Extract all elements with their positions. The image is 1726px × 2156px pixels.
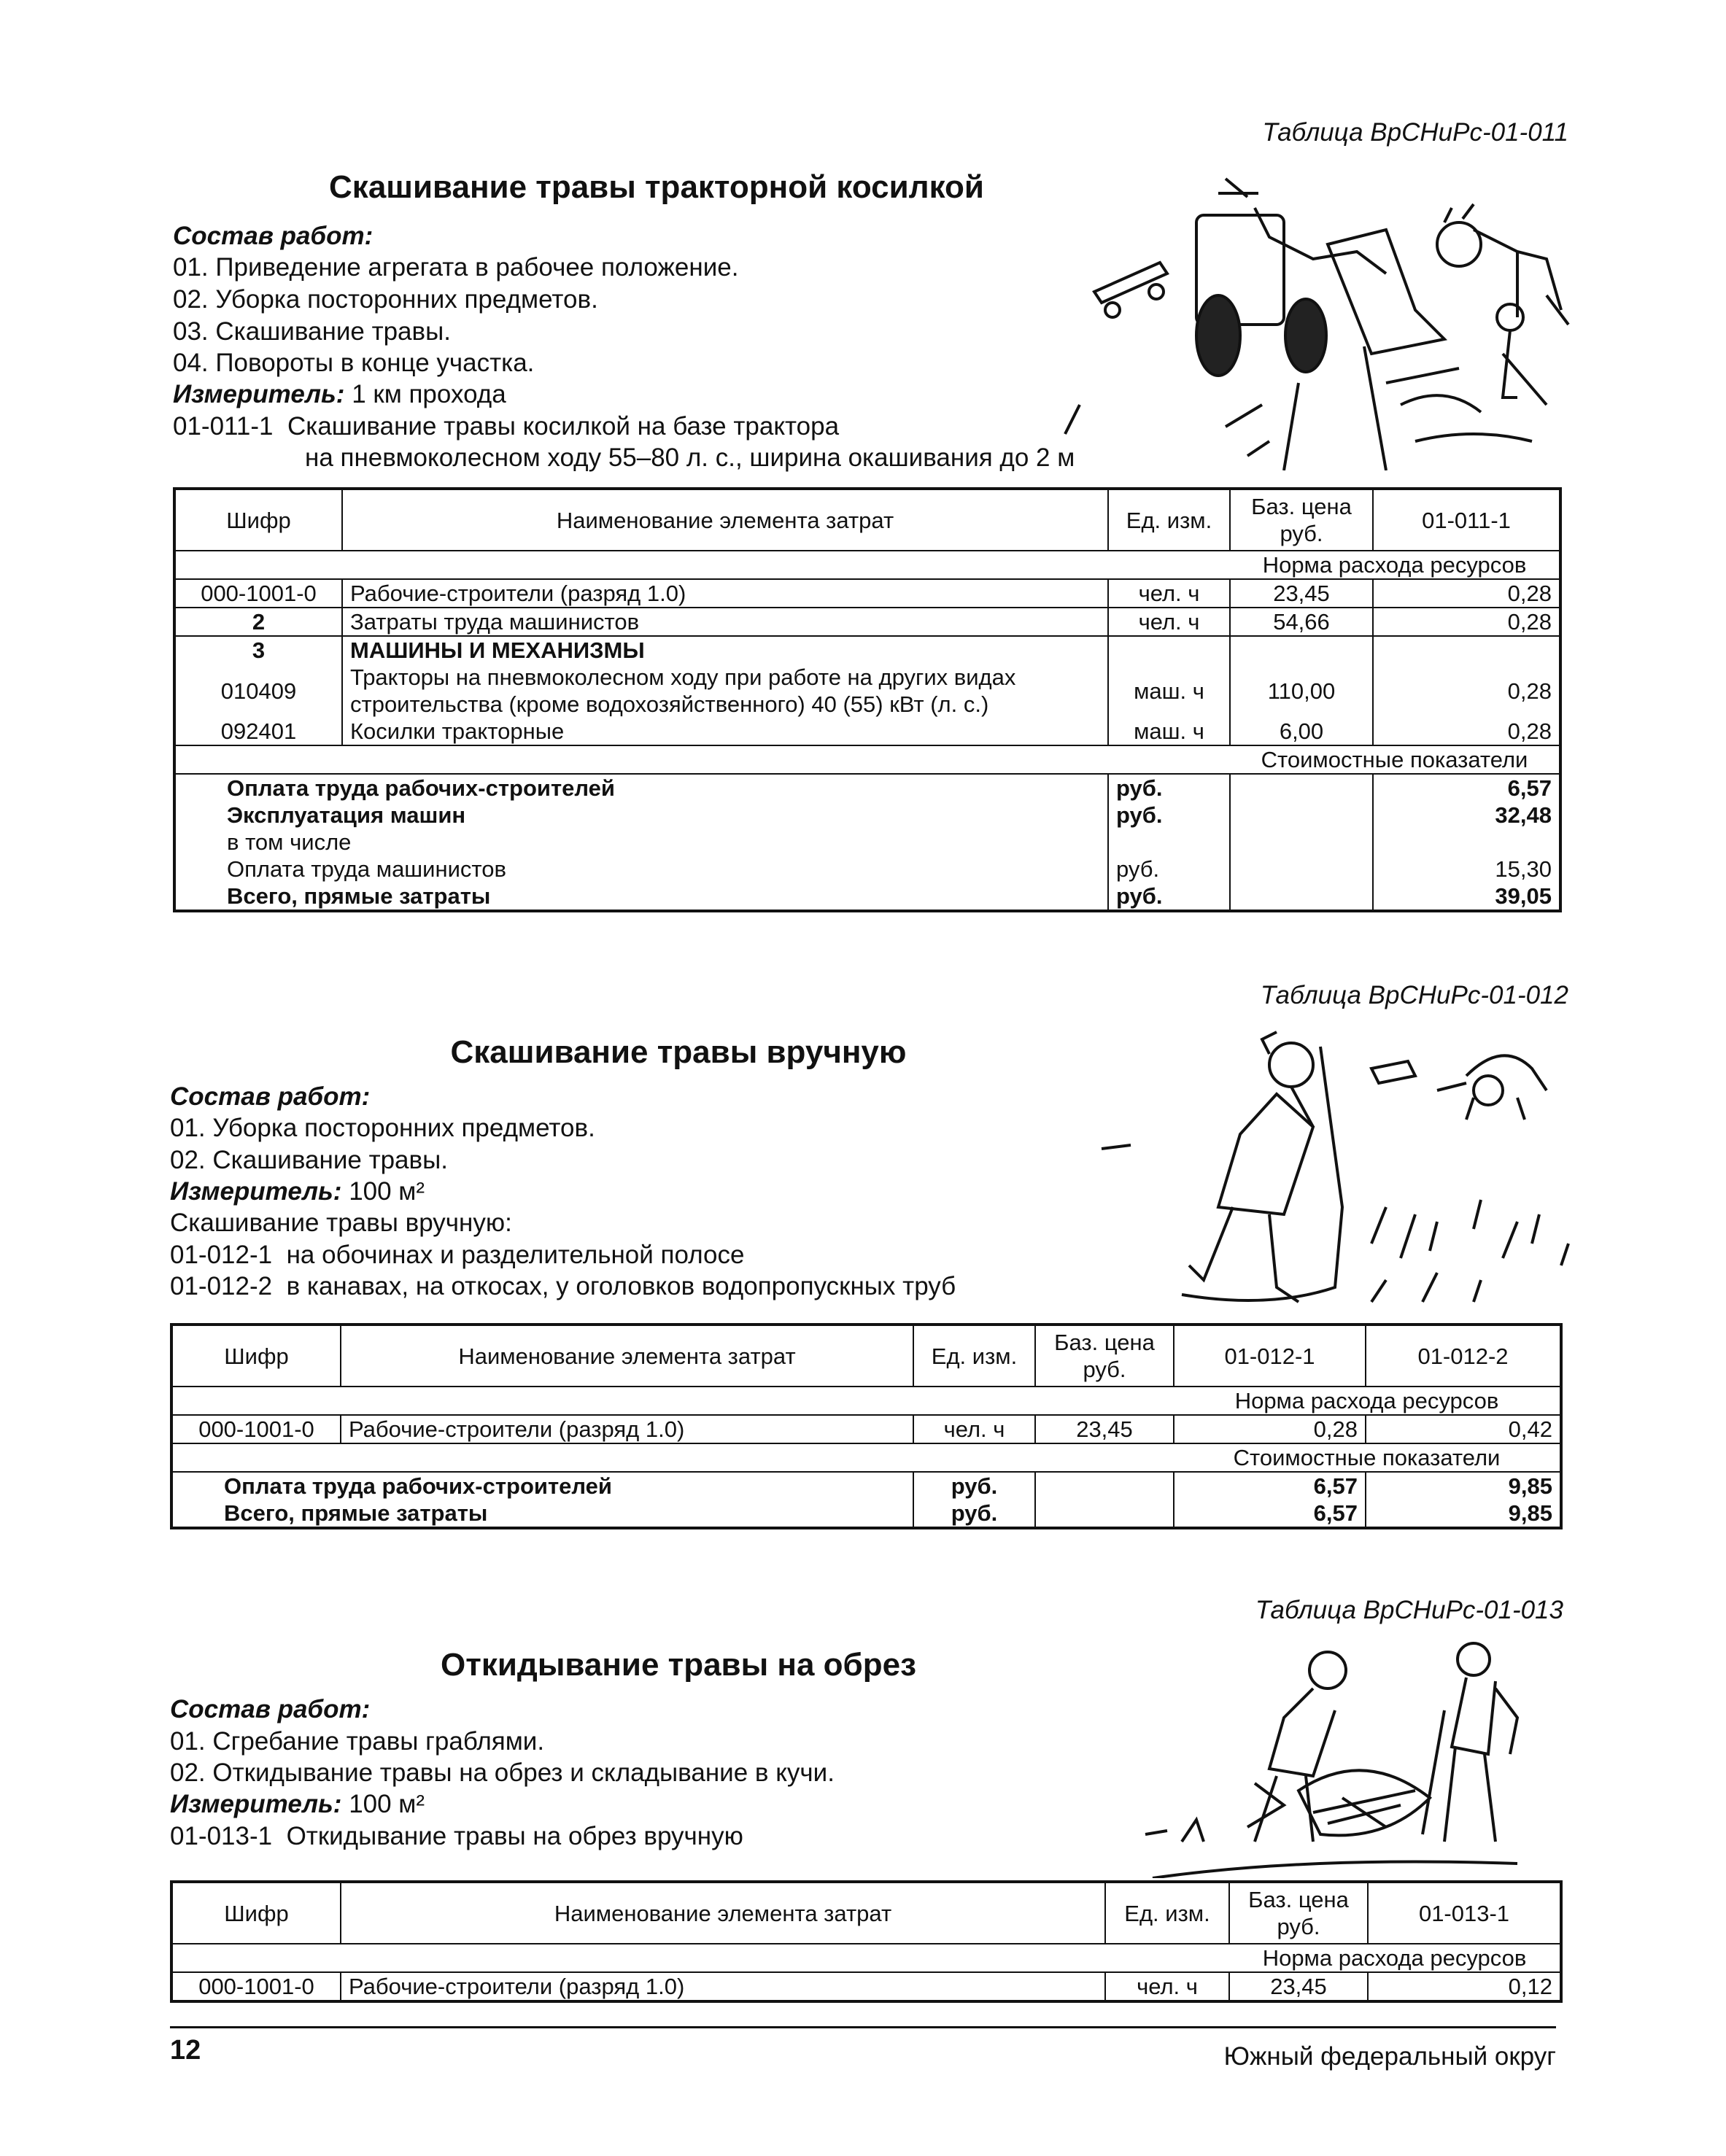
step: 02. Уборка посторонних предметов. xyxy=(173,285,598,314)
code-line xyxy=(173,411,839,443)
code-line xyxy=(170,1239,744,1271)
cost-value: 32,48 xyxy=(1373,802,1560,829)
row-unit: чел. ч xyxy=(1108,579,1230,608)
header-unit: Ед. изм. xyxy=(1108,489,1230,551)
cost-value: 6,57 xyxy=(1174,1472,1366,1500)
row-name: Тракторы на пневмоколесном ходу при работе на других видах xyxy=(350,664,1016,690)
cost-row xyxy=(174,774,1560,802)
cost-row xyxy=(174,829,1560,856)
row-value: 0,28 xyxy=(1373,579,1560,608)
row-name: Рабочие-строители (разряд 1.0) xyxy=(342,579,1108,608)
row-name-cont: строительства (кроме водохозяйственного) 40 (55) кВт (л. с.) xyxy=(350,691,989,717)
cost-table xyxy=(170,1880,1563,2003)
cost-unit: руб. xyxy=(913,1500,1035,1528)
row-code: 000-1001-0 xyxy=(174,579,342,608)
intro-text: Скашивание травы вручную: xyxy=(170,1209,512,1237)
row-unit: маш. ч xyxy=(1108,718,1230,745)
meter-label: Измеритель: xyxy=(170,1177,342,1206)
row-name: Рабочие-строители (разряд 1.0) xyxy=(341,1415,913,1443)
region-label: Южный федеральный округ xyxy=(1223,2042,1556,2071)
cost-unit: руб. xyxy=(913,1472,1035,1500)
cost-row xyxy=(171,1500,1561,1528)
cost-name: Оплата труда машинистов xyxy=(174,856,1108,883)
row-value: 0,12 xyxy=(1368,1972,1561,2001)
section-title: Скашивание травы вручную xyxy=(450,1034,907,1070)
cost-name: в том числе xyxy=(174,829,1108,856)
toy-car-icon xyxy=(1094,263,1167,303)
meter xyxy=(170,1176,425,1208)
row-value: 0,28 xyxy=(1373,608,1560,636)
table-row xyxy=(174,608,1560,636)
meter-value: 100 м² xyxy=(349,1790,425,1818)
table-label: Таблица ВрСНиРс-01-012 xyxy=(1260,981,1568,1009)
row-price: 54,66 xyxy=(1230,608,1373,636)
header-name: Наименование элемента затрат xyxy=(341,1325,913,1387)
header-code: Шифр xyxy=(174,489,342,551)
header-value: 01-012-1 xyxy=(1174,1325,1366,1387)
row-price: 23,45 xyxy=(1229,1972,1368,2001)
header-code: Шифр xyxy=(171,1325,341,1387)
cost-table xyxy=(170,1323,1563,1529)
header-name: Наименование элемента затрат xyxy=(342,489,1108,551)
row-unit: чел. ч xyxy=(913,1415,1035,1443)
cost-table xyxy=(173,487,1562,912)
cost-row xyxy=(174,883,1560,911)
composition-label: Состав работ: xyxy=(173,222,374,250)
table-label: Таблица ВрСНиРс-01-013 xyxy=(1255,1596,1563,1624)
cost-name: Всего, прямые затраты xyxy=(174,883,1108,911)
norm-label: Норма расхода ресурсов xyxy=(1174,1387,1561,1415)
cost-value: 9,85 xyxy=(1366,1472,1561,1500)
row-value: 0,28 xyxy=(1373,718,1560,745)
row-price: 23,45 xyxy=(1035,1415,1174,1443)
row-price: 110,00 xyxy=(1230,664,1373,718)
cost-unit: руб. xyxy=(1108,856,1230,883)
code-line xyxy=(170,1271,956,1303)
cost-name: Всего, прямые затраты xyxy=(171,1500,913,1528)
table-row xyxy=(174,636,1560,664)
meter xyxy=(170,1788,425,1820)
row-price: 23,45 xyxy=(1230,579,1373,608)
meter xyxy=(173,379,506,411)
code: 01-011-1 xyxy=(173,412,274,441)
row-name: МАШИНЫ И МЕХАНИЗМЫ xyxy=(342,636,1108,664)
row-code: 092401 xyxy=(174,718,342,745)
code-text: Откидывание травы на обрез вручную xyxy=(286,1822,743,1850)
norm-label: Норма расхода ресурсов xyxy=(1230,551,1560,579)
cost-value: 15,30 xyxy=(1373,856,1560,883)
header-name: Наименование элемента затрат xyxy=(341,1882,1105,1944)
tractor-mower-illustration xyxy=(1007,164,1576,470)
code-text: в канавах, на откосах, у оголовков водопропускных труб xyxy=(286,1272,956,1300)
raking-workers-illustration xyxy=(1123,1637,1576,1878)
code: 01-012-2 xyxy=(170,1272,273,1300)
scythe-man-illustration xyxy=(1094,1025,1576,1317)
code: 01-012-1 xyxy=(170,1241,273,1269)
header-code: Шифр xyxy=(171,1882,341,1944)
cost-label: Стоимостные показатели xyxy=(1174,1443,1561,1472)
row-value: 0,28 xyxy=(1174,1415,1366,1443)
composition-label: Состав работ: xyxy=(170,1082,371,1111)
cost-row xyxy=(174,856,1560,883)
row-price: 6,00 xyxy=(1230,718,1373,745)
header-value: 01-011-1 xyxy=(1373,489,1560,551)
row-code: 3 xyxy=(174,636,342,664)
header-price: Баз. цена руб. xyxy=(1035,1325,1174,1387)
meter-value: 100 м² xyxy=(349,1177,425,1206)
cost-unit: руб. xyxy=(1108,774,1230,802)
table-row xyxy=(174,579,1560,608)
table-label: Таблица ВрСНиРс-01-011 xyxy=(1262,118,1568,147)
row-code: 000-1001-0 xyxy=(171,1415,341,1443)
cost-row xyxy=(171,1472,1561,1500)
step: 01. Приведение агрегата в рабочее положение. xyxy=(173,253,739,282)
table-row xyxy=(174,664,1560,718)
cost-name: Оплата труда рабочих-строителей xyxy=(171,1472,913,1500)
header-unit: Ед. изм. xyxy=(913,1325,1035,1387)
section-title: Откидывание травы на обрез xyxy=(441,1647,916,1683)
header-value: 01-012-2 xyxy=(1366,1325,1561,1387)
step: 02. Откидывание травы на обрез и складывание в кучи. xyxy=(170,1758,835,1787)
header-unit: Ед. изм. xyxy=(1105,1882,1229,1944)
cost-row xyxy=(174,802,1560,829)
cost-name: Эксплуатация машин xyxy=(174,802,1108,829)
step: 03. Скашивание травы. xyxy=(173,317,452,346)
header-value: 01-013-1 xyxy=(1368,1882,1561,1944)
code-text: на обочинах и разделительной полосе xyxy=(286,1241,745,1269)
row-name: Затраты труда машинистов xyxy=(342,608,1108,636)
row-value: 0,28 xyxy=(1373,664,1560,718)
meter-label: Измеритель: xyxy=(173,380,345,408)
table-row xyxy=(174,718,1560,745)
cost-value: 6,57 xyxy=(1373,774,1560,802)
row-unit: чел. ч xyxy=(1105,1972,1229,2001)
code-text-cont: на пневмоколесном ходу 55–80 л. с., ширина окашивания до 2 м xyxy=(305,443,1075,472)
row-name: Рабочие-строители (разряд 1.0) xyxy=(341,1972,1105,2001)
meter-label: Измеритель: xyxy=(170,1790,342,1818)
row-name: Косилки тракторные xyxy=(342,718,1108,745)
row-value: 0,42 xyxy=(1366,1415,1561,1443)
cost-label: Стоимостные показатели xyxy=(1230,745,1560,774)
page-number: 12 xyxy=(170,2035,201,2066)
step: 01. Сгребание травы граблями. xyxy=(170,1727,545,1756)
row-unit: маш. ч xyxy=(1108,664,1230,718)
row-code: 010409 xyxy=(174,664,342,718)
row-unit: чел. ч xyxy=(1108,608,1230,636)
footer-divider xyxy=(170,2026,1556,2028)
code-text: Скашивание травы косилкой на базе трактора xyxy=(287,412,840,441)
step: 02. Скашивание травы. xyxy=(170,1146,449,1174)
cost-unit: руб. xyxy=(1108,802,1230,829)
section-title: Скашивание травы тракторной косилкой xyxy=(329,169,984,205)
cost-unit: руб. xyxy=(1108,883,1230,911)
code-line xyxy=(170,1820,743,1853)
table-row xyxy=(171,1972,1561,2001)
header-price: Баз. цена руб. xyxy=(1230,489,1373,551)
cost-value: 6,57 xyxy=(1174,1500,1366,1528)
code: 01-013-1 xyxy=(170,1822,273,1850)
composition-label: Состав работ: xyxy=(170,1695,371,1723)
cost-name: Оплата труда рабочих-строителей xyxy=(174,774,1108,802)
toy-car-icon xyxy=(1371,1061,1415,1083)
cost-value: 39,05 xyxy=(1373,883,1560,911)
step: 01. Уборка посторонних предметов. xyxy=(170,1114,595,1142)
cost-value: 9,85 xyxy=(1366,1500,1561,1528)
norm-label: Норма расхода ресурсов xyxy=(1229,1944,1561,1972)
table-row xyxy=(171,1415,1561,1443)
header-price: Баз. цена руб. xyxy=(1229,1882,1368,1944)
step: 04. Повороты в конце участка. xyxy=(173,349,535,377)
meter-value: 1 км прохода xyxy=(352,380,506,408)
row-code: 2 xyxy=(174,608,342,636)
row-code: 000-1001-0 xyxy=(171,1972,341,2001)
